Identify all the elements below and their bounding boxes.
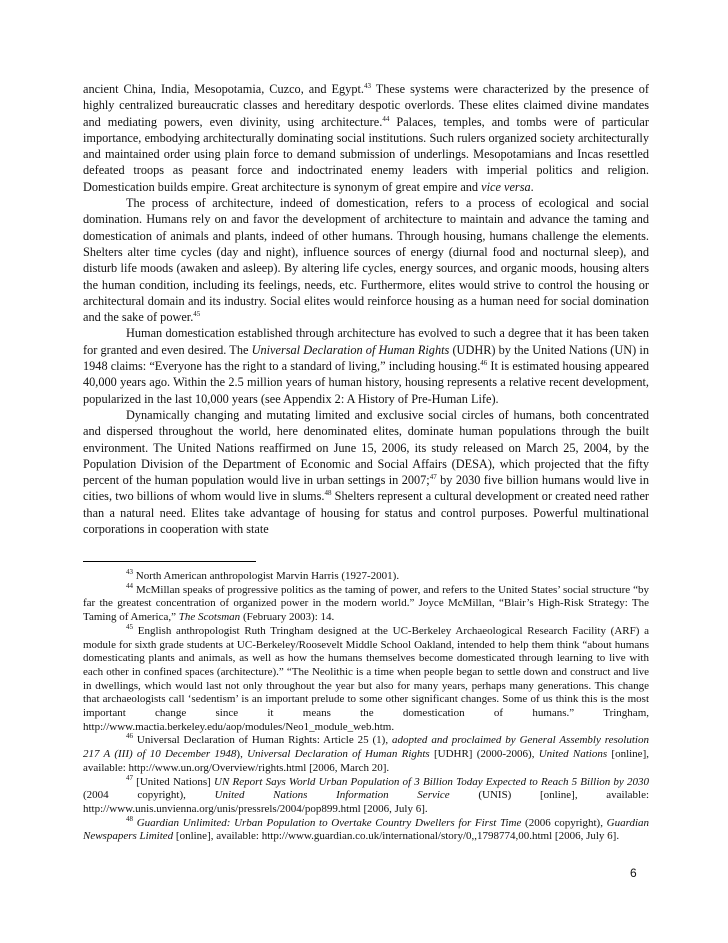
text-run: Shelters represent a cultural development or created need rather than a natural need. Elites take advantage of housing for status and control purposes. Powerful multinational corporations in cooperation with state bbox=[83, 489, 650, 537]
italic-text: vice versa bbox=[481, 179, 531, 194]
text-run: [online], available: http://www.un.org/Overview/rights.html [2006, March 20]. bbox=[83, 748, 649, 774]
footnote-marker: 45 bbox=[193, 310, 201, 319]
footnote-marker: 47 bbox=[429, 473, 437, 482]
text-run: McMillan speaks of progressive politics as the taming of power, and refers to the United States’ social structure “by far the greatest concentration of organized power in the modern world.” Joyce McMillan, “Blair’s High-Risk Strategy: The Taming of America,” bbox=[83, 583, 649, 624]
page-number: 6 bbox=[630, 866, 637, 880]
text-run: The process of architecture, indeed of domestication, refers to a process of ecological and social domination. Humans rely on and favor the development of architecture to maintain and advance the taming and domestication of animals and plants, indeed of other humans. Through housing, humans challenge the elements. Shelters alter time cycles (day and night), influence sources of energy (diurnal food and nocturnal sleep), and disturb life moods (awaken and asleep). By altering life cycles, energy sources, and organic moods, housing alters the human condition, including its feelings, needs, etc. Furthermore, elites would strive to control the housing or architectural domain and its industry. Social elites would reinforce housing as a human need for social domination and the sake of power. bbox=[83, 196, 649, 325]
footnote-separator bbox=[83, 561, 256, 562]
paragraph bbox=[83, 407, 649, 537]
body-text bbox=[83, 81, 649, 537]
text-run: (UDHR) by the United Nations (UN) in 1948 claims: “Everyone has the right to a standard of living,” including housing. bbox=[83, 342, 649, 374]
text-run: Dynamically changing and mutating limited and exclusive social circles of humans, both concentrated and dispersed throughout the world, here denominated elites, dominate human populations through the built environment. The United Nations reaffirmed on June 15, 2006, its study released on March 25, 2004, by the Population Division of the Department of Economic and Social Affairs (DESA), which projected that the fifty percent of the human population would live in urban settings in 2007; bbox=[83, 407, 649, 488]
italic-text: adopted and proclaimed by General Assembly resolution 217 A (III) of 10 December 1948 bbox=[83, 734, 649, 761]
italic-text: Universal Declaration of Human Rights bbox=[251, 342, 450, 357]
footnote bbox=[83, 570, 649, 584]
text-run: (February 2003): 14. bbox=[240, 611, 335, 624]
footnote-marker: 48 bbox=[324, 489, 332, 498]
italic-text: United Nations Information Service bbox=[214, 789, 450, 802]
text-run: These systems were characterized by the presence of highly centralized bureaucratic classes and hereditary despotic overlords. These elites claimed divine mandates and mediating powers, even divinity, using architecture. bbox=[83, 82, 649, 129]
text-run: ), bbox=[236, 748, 248, 761]
footnote bbox=[83, 622, 649, 735]
paragraph bbox=[83, 81, 649, 195]
italic-text: Guardian Unlimited: Urban Population to Overtake Country Dwellers for First Time bbox=[136, 816, 522, 829]
footnote-marker: 45 bbox=[126, 622, 133, 631]
italic-text: United Nations bbox=[538, 748, 608, 761]
paragraph bbox=[83, 325, 649, 406]
footnote-marker: 44 bbox=[382, 114, 390, 123]
text-run: (2004 copyright), bbox=[83, 789, 215, 802]
italic-text: The Scotsman bbox=[178, 611, 241, 624]
text-run: (2006 copyright), bbox=[521, 816, 607, 829]
text-run: [UDHR] (2000-2006), bbox=[429, 748, 539, 761]
footnotes bbox=[83, 570, 649, 844]
text-run: North American anthropologist Marvin Harris (1927-2001). bbox=[133, 570, 400, 582]
paragraph bbox=[83, 195, 649, 325]
footnote bbox=[83, 773, 650, 817]
text-run: . bbox=[530, 179, 534, 194]
text-run: Human domestication established through architecture has evolved to such a degree that it has been taken for granted and even desired. The bbox=[83, 326, 649, 357]
footnote bbox=[83, 814, 649, 844]
text-run: (UNIS) [online], available: http://www.unis.unvienna.org/unis/pressrels/2004/pop899.html [2006, July 6]. bbox=[83, 789, 650, 815]
text-run: Universal Declaration of Human Rights: Article 25 (1), bbox=[133, 734, 392, 747]
footnote bbox=[83, 581, 649, 625]
text-run: ancient China, India, Mesopotamia, Cuzco, and Egypt. bbox=[83, 82, 364, 96]
footnote-marker: 47 bbox=[126, 773, 133, 782]
text-run: [online], available: http://www.guardian.co.uk/international/story/0,,1798774,00.html [2006, July 6]. bbox=[173, 830, 620, 843]
italic-text: Universal Declaration of Human Rights bbox=[247, 748, 430, 761]
text-run: by 2030 five billion humans would live in cities, two billions of whom would live in slums. bbox=[83, 473, 649, 504]
text-run: [United Nations] bbox=[133, 775, 215, 788]
footnote-marker: 43 bbox=[126, 568, 133, 576]
italic-text: Guardian Newspapers Limited bbox=[83, 816, 649, 843]
footnote-marker: 44 bbox=[126, 581, 133, 590]
italic-text: UN Report Says World Urban Population of 3 Billion Today Expected to Reach 5 Billion by 2030 bbox=[214, 775, 649, 788]
footnote-marker: 46 bbox=[480, 359, 488, 368]
text-run: Palaces, temples, and tombs were of particular importance, embodying architecturally dominating social institutions. Such rulers organized society architecturally and maintained order using plain force to demand submission of underlings. Mesopotamians and Incas resettled defeated troops as peasant force and indoctrinated enemy leaders with imperial politics and religion. Domestication builds empire. Great architecture is synonym of great empire and bbox=[83, 114, 649, 194]
footnote bbox=[83, 734, 649, 775]
footnote-marker: 43 bbox=[363, 82, 371, 90]
footnote-marker: 46 bbox=[126, 732, 133, 741]
footnote-marker: 48 bbox=[126, 814, 133, 823]
text-run: English anthropologist Ruth Tringham designed at the UC-Berkeley Archaeological Research Facility (ARF) a module for sixth grade students at UC-Berkeley/Roosevelt Middle School Oakland, intended to help them think “about humans domesticating plants and animals, as well as how the humans themselves become domesticated through learning to live with each other in confined spaces (architecture).” “The Neolithic is a time when people began to settle down and construct and live in dwellings, which would last not only throughout the year but also for many years, perhaps many generations. This change that archaeologists call ‘sedentism’ is an important prelude to some other significant changes. Some of us think this is the most important change since it means the domestication of humans.” Tringham, http://www.mactia.berkeley.edu/aop/modules/Neo1_module_web.htm. bbox=[83, 624, 649, 733]
text-run: It is estimated housing appeared 40,000 years ago. Within the 2.5 million years of human history, housing represents a relative recent development, popularized in the last 10,000 years (see Appendix 2: A History of Pre-Human Life). bbox=[83, 359, 649, 406]
